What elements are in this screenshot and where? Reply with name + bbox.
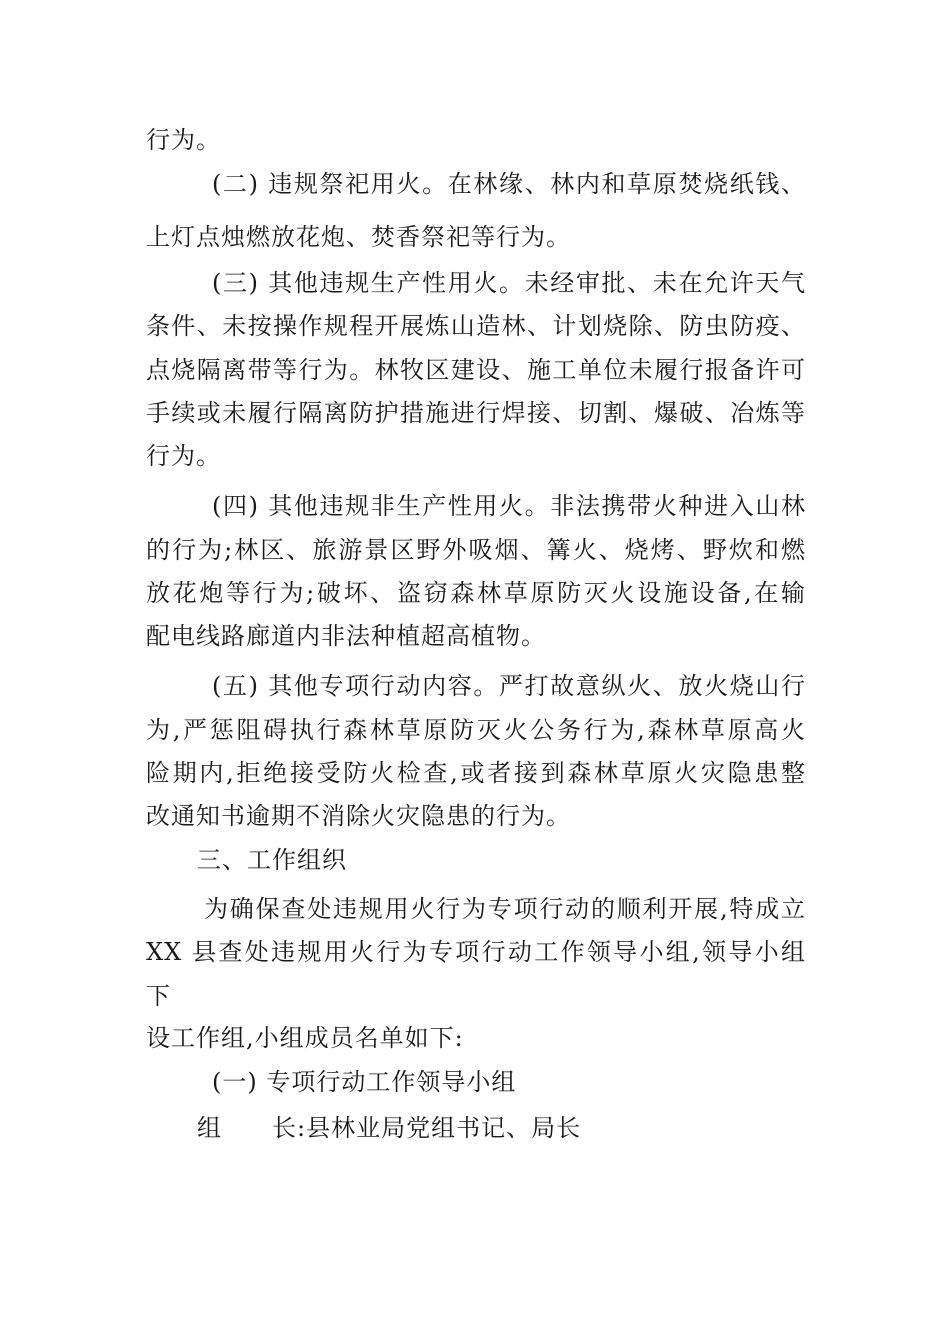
text-line: 配电线路廊道内非法种植超高植物。 [146,622,546,650]
text-line: 改通知书逾期不消除火灾隐患的行为。 [146,802,571,830]
section-heading-2: (二) 违规祭祀用火。在林缘、林内和草原焚烧纸钱、 [212,170,806,198]
text-line: 条件、未按操作规程开展炼山造林、计划烧除、防虫防疫、 [146,312,806,340]
section-title-3: 三、工作组织 [197,846,347,874]
section-heading-5: (五) 其他专项行动内容。严打故意纵火、放火烧山行 [212,672,806,700]
text-line: 上灯点烛燃放花炮、焚香祭祀等行为。 [146,223,571,251]
text-line: 为确保查处违规用火行为专项行动的顺利开展,特成立 [204,895,806,923]
text-line: 险期内,拒绝接受防火检查,或者接到森林草原火灾隐患整 [146,759,806,787]
subsection-heading-1: (一) 专项行动工作领导小组 [212,1068,517,1096]
leader-entry: 组 长:县林业局党组书记、局长 [197,1114,582,1142]
text-line: 设工作组,小组成员名单如下: [146,1024,464,1052]
section-heading-3: (三) 其他违规生产性用火。未经审批、未在允许天气 [212,269,806,297]
text-line: XX 县查处违规用火行为专项行动工作领导小组,领导小组 [146,938,806,966]
text-line: 点烧隔离带等行为。林牧区建设、施工单位未履行报备许可 [146,356,806,384]
text-line: 的行为;林区、旅游景区野外吸烟、篝火、烧烤、野炊和燃 [146,536,806,564]
text-line: 行为。 [146,442,221,470]
text-line: 为,严惩阻碍执行森林草原防灭火公务行为,森林草原高火 [146,716,806,744]
text-line: 行为。 [146,126,221,154]
text-line: 下 [146,982,171,1010]
section-heading-4: (四) 其他违规非生产性用火。非法携带火种进入山林 [212,492,806,520]
text-line: 手续或未履行隔离防护措施进行焊接、切割、爆破、冶炼等 [146,399,806,427]
text-line: 放花炮等行为;破坏、盗窃森林草原防灭火设施设备,在输 [146,579,806,607]
